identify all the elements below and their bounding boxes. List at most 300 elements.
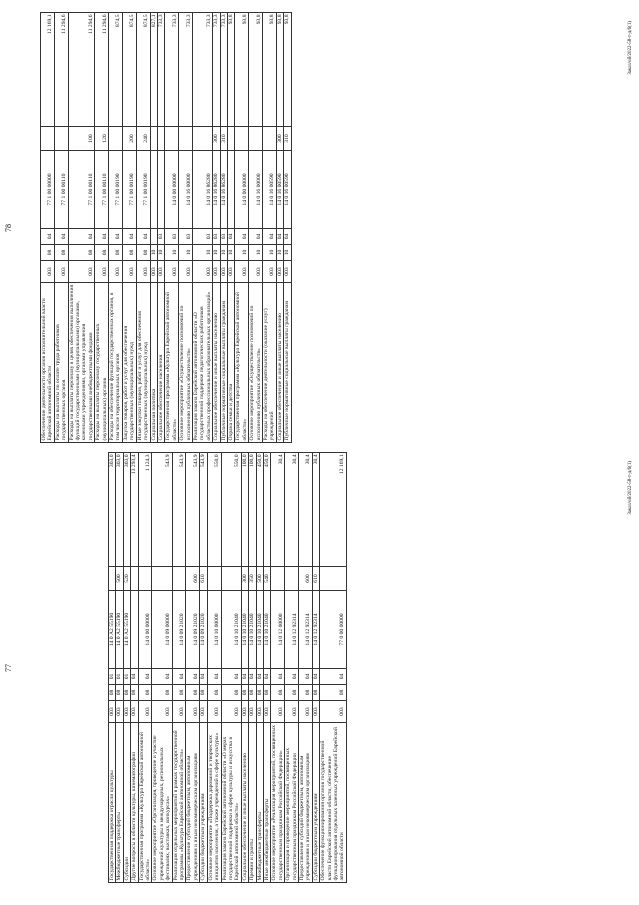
target-article: 77 1 00 00000: [41, 151, 55, 229]
target-article: 77 1 00 00190: [122, 151, 136, 229]
section-code: 08: [41, 245, 55, 261]
amount: 30,4: [298, 453, 312, 567]
table-row: [285, 453, 299, 883]
amount: 30,4: [312, 453, 319, 567]
amount: 733,3: [192, 13, 212, 127]
subsection-code: 04: [241, 669, 248, 685]
table-row: [320, 453, 347, 883]
section-code: 10: [276, 245, 283, 261]
admin-code: 003: [192, 261, 212, 283]
admin-code: 003: [256, 701, 263, 723]
target-article: 14 0 12 92314: [298, 591, 312, 669]
admin-code: 003: [312, 701, 319, 723]
subsection-code: 01: [109, 669, 116, 685]
section-code: 08: [263, 685, 270, 701]
expense-type: [109, 567, 116, 591]
section-code: 08: [131, 685, 138, 701]
table-row: [241, 453, 248, 883]
subsection-code: 04: [284, 229, 291, 245]
amount: 11 294,6: [95, 13, 109, 127]
table-row: [276, 13, 283, 443]
admin-code: 003: [41, 261, 55, 283]
section-code: 10: [213, 245, 220, 261]
table-row: [109, 453, 116, 883]
table-row: [312, 453, 319, 883]
target-article: 14 0 09 21020: [186, 591, 200, 669]
admin-code: 003: [150, 261, 157, 283]
row-name: Закупка товаров, работ и услуг для обеспечения государственных (муниципальных) нужд: [122, 283, 136, 443]
amount: 733,3: [213, 13, 220, 127]
subsection-code: 04: [152, 669, 172, 685]
row-name: Иные межбюджетные трансферты: [263, 723, 270, 883]
target-article: 14 0 10 21040: [256, 591, 263, 669]
admin-code: 003: [95, 261, 109, 283]
amount: 11 294,6: [54, 13, 68, 127]
page-number: 78: [4, 224, 13, 232]
table-row: [150, 13, 157, 443]
table-row: [179, 13, 193, 443]
section-code: 08: [200, 685, 207, 701]
target-article: 14 0 12 92314: [285, 591, 299, 669]
expense-type: [192, 127, 212, 151]
amount: 543,9: [200, 453, 207, 567]
target-article: 14 0 16 00000: [179, 151, 193, 229]
amount: 827,1: [150, 13, 157, 127]
amount: 874,5: [109, 13, 123, 127]
subsection-code: 04: [227, 229, 234, 245]
section-code: 08: [123, 685, 130, 701]
row-name: Обеспечение деятельности органов исполнительной власти Еврейской автономной области: [41, 283, 55, 443]
section-code: 10: [165, 245, 179, 261]
row-name: Социальное обеспечение населения: [157, 283, 164, 443]
section-code: 08: [298, 685, 312, 701]
expense-type: 500: [116, 567, 123, 591]
table-row: [221, 453, 241, 883]
subsection-code: 04: [131, 669, 138, 685]
table-row: [138, 453, 152, 883]
subsection-code: 04: [41, 229, 55, 245]
amount: 543,9: [152, 453, 172, 567]
subsection-code: 04: [200, 669, 207, 685]
subsection-code: 04: [271, 669, 285, 685]
amount: 303,0: [109, 453, 116, 567]
expense-type: [109, 127, 123, 151]
admin-code: 003: [221, 701, 241, 723]
section-code: 08: [122, 245, 136, 261]
table-row: [256, 453, 263, 883]
amount: 100,0: [249, 453, 256, 567]
footer-code: Заказ/ой/2022-58-т-д/6(1): [628, 461, 633, 515]
amount: 874,5: [136, 13, 150, 127]
section-code: 08: [320, 685, 347, 701]
subsection-code: 03: [157, 229, 164, 245]
expense-type: [150, 127, 157, 151]
expense-type: [157, 127, 164, 151]
expense-type: [54, 127, 68, 151]
admin-code: 003: [249, 261, 263, 283]
table-row: [249, 453, 256, 883]
section-code: 08: [241, 685, 248, 701]
section-code: 08: [116, 685, 123, 701]
table-row: [109, 13, 123, 443]
admin-code: 003: [186, 701, 200, 723]
row-name: Основное мероприятие «Организация, проведение и участие учреждений культуры в международных, региональных фестивалях, выставках, конкурсах»: [152, 723, 172, 883]
subsection-code: 04: [298, 669, 312, 685]
target-article: 14 0 00 00000: [138, 591, 152, 669]
amount: 733,3: [220, 13, 227, 127]
admin-code: 003: [241, 701, 248, 723]
section-code: 10: [227, 245, 234, 261]
footer-code: Заказ/ой/2022-58-т-д/6(1): [628, 21, 633, 75]
table-row: [271, 453, 285, 883]
admin-code: 003: [131, 701, 138, 723]
expense-type: [131, 567, 138, 591]
row-name: Расходы на выплаты персоналу государственных (муниципальных) органов: [95, 283, 109, 443]
admin-code: 003: [220, 261, 227, 283]
subsection-code: 03: [165, 229, 179, 245]
section-code: 08: [54, 245, 68, 261]
admin-code: 003: [263, 701, 270, 723]
target-article: [131, 591, 138, 669]
target-article: 14 0 16 86280: [192, 151, 212, 229]
section-code: 08: [285, 685, 299, 701]
row-name: Организация и проведение мероприятий, посвященных государственным праздникам Российской Федерации: [285, 723, 299, 883]
row-name: Расходы на выплаты по оплате труда работников государственных органов: [54, 283, 68, 443]
expense-type: 300: [241, 567, 248, 591]
section-code: 08: [109, 685, 116, 701]
row-name: Охрана семьи и детства: [227, 283, 234, 443]
admin-code: 003: [284, 261, 291, 283]
subsection-code: 04: [172, 669, 186, 685]
expense-type: [285, 567, 299, 591]
target-article: 77 1 00 00110: [54, 151, 68, 229]
row-name: Предоставление субсидий бюджетным, автономным учреждениям и иным некоммерческим организациям: [298, 723, 312, 883]
table-row: [227, 13, 234, 443]
amount: 93,8: [249, 13, 263, 127]
subsection-code: 04: [136, 229, 150, 245]
admin-code: 003: [285, 701, 299, 723]
subsection-code: 04: [221, 669, 241, 685]
target-article: 77 1 00 00110: [95, 151, 109, 229]
amount: 93,8: [284, 13, 291, 127]
admin-code: 003: [207, 701, 221, 723]
row-name: Реализация отдельных мероприятий в рамках государственной программы «Культура Еврейской автономной области»: [172, 723, 186, 883]
target-article: 14 0 А2 55190: [123, 591, 130, 669]
expense-type: [152, 567, 172, 591]
target-article: [150, 151, 157, 229]
table-row: [136, 13, 150, 443]
subsection-code: 04: [263, 669, 270, 685]
expense-type: [320, 567, 347, 591]
subsection-code: 04: [249, 669, 256, 685]
subsection-code: 04: [235, 229, 249, 245]
expense-type: [138, 567, 152, 591]
subsection-code: 04: [249, 229, 263, 245]
table-row: [263, 453, 270, 883]
row-name: Основное мероприятие «Осуществление полномочий по исполнению публичных обязательств»: [249, 283, 263, 443]
row-name: Государственная программа «Культура Еврейской автономной области»: [138, 723, 152, 883]
target-article: 14 0 10 21040: [241, 591, 248, 669]
subsection-code: 04: [54, 229, 68, 245]
table-row: [172, 453, 186, 883]
subsection-code: 03: [213, 229, 220, 245]
table-row: [54, 13, 68, 443]
row-name: Реализация закона Еврейской автономной области «О государственной поддержке педагогических работников областных профессиональных образовательных организаций»: [192, 283, 212, 443]
row-name: Основное мероприятие «Осуществление полномочий по исполнению публичных обязательств»: [179, 283, 193, 443]
expense-type: 310: [220, 127, 227, 151]
row-name: Субсидии бюджетным учреждениям: [200, 723, 207, 883]
table-row: [249, 13, 263, 443]
admin-code: 003: [152, 701, 172, 723]
row-name: Реализация закона Еврейской автономной области «О мерах государственной поддержки в сфере культуры и искусства в Еврейской автономной области»: [221, 723, 241, 883]
admin-code: 003: [122, 261, 136, 283]
admin-code: 003: [298, 701, 312, 723]
amount: 93,8: [263, 13, 277, 127]
admin-code: 003: [172, 701, 186, 723]
page-left: [0, 453, 639, 883]
amount: 733,3: [165, 13, 179, 127]
table-row: [95, 13, 109, 443]
table-row: [284, 13, 291, 443]
expense-type: 610: [200, 567, 207, 591]
target-article: 14 0 16 00000: [249, 151, 263, 229]
section-code: 08: [249, 685, 256, 701]
amount: 93,8: [276, 13, 283, 127]
target-article: 14 0 16 00590: [276, 151, 283, 229]
expense-type: 100: [68, 127, 95, 151]
section-code: 10: [263, 245, 277, 261]
amount: 93,8: [235, 13, 249, 127]
row-name: Субсидии бюджетным учреждениям: [312, 723, 319, 883]
admin-code: 003: [200, 701, 207, 723]
section-code: 10: [220, 245, 227, 261]
expense-type: [41, 127, 55, 151]
section-code: 08: [138, 685, 152, 701]
row-name: Публичные нормативные социальные выплаты гражданам: [220, 283, 227, 443]
page-right: [0, 13, 639, 443]
amount: 543,9: [186, 453, 200, 567]
subsection-code: 04: [207, 669, 221, 685]
subsection-code: 03: [192, 229, 212, 245]
target-article: 14 0 00 00000: [165, 151, 179, 229]
target-article: 14 0 16 00590: [284, 151, 291, 229]
page-number: 77: [4, 664, 13, 672]
section-code: 08: [95, 245, 109, 261]
table-row: [192, 13, 212, 443]
section-code: 08: [312, 685, 319, 701]
expense-type: [165, 127, 179, 151]
amount: 13 293,4: [131, 453, 138, 567]
subsection-code: 04: [320, 669, 347, 685]
subsection-code: 04: [276, 229, 283, 245]
row-name: Государственная поддержка отрасли культуры: [109, 723, 116, 883]
expense-type: 350: [249, 567, 256, 591]
admin-code: 003: [249, 701, 256, 723]
row-name: Межбюджетные трансферты: [116, 723, 123, 883]
section-code: 08: [109, 245, 123, 261]
section-code: 10: [150, 245, 157, 261]
row-name: Основное мероприятие «Реализация мероприятий, посвященных государственным праздникам Российской Федерации»: [271, 723, 285, 883]
expense-type: [227, 127, 234, 151]
row-name: Государственная программа «Культура Еврейской автономной области»: [235, 283, 249, 443]
target-article: 14 0 16 86280: [220, 151, 227, 229]
amount: 30,4: [285, 453, 299, 567]
admin-code: 003: [213, 261, 220, 283]
target-article: [157, 151, 164, 229]
amount: 450,0: [256, 453, 263, 567]
target-article: 14 0 10 00000: [207, 591, 221, 669]
expense-type: [221, 567, 241, 591]
admin-code: 003: [109, 701, 116, 723]
expense-type: 120: [95, 127, 109, 151]
subsection-code: 03: [220, 229, 227, 245]
row-name: Межбюджетные трансферты: [256, 723, 263, 883]
subsection-code: 04: [122, 229, 136, 245]
target-article: 77 1 00 00190: [109, 151, 123, 229]
expense-type: 500: [256, 567, 263, 591]
row-name: Расходы на обеспечение функций государственных органов, в том числе территориальных органов: [109, 283, 123, 443]
target-article: 14 0 10 21040: [263, 591, 270, 669]
admin-code: 003: [271, 701, 285, 723]
amount: 550,0: [221, 453, 241, 567]
target-article: 14 0 09 21020: [200, 591, 207, 669]
expense-type: 240: [136, 127, 150, 151]
row-name: Социальное обеспечение и иные выплаты населению: [241, 723, 248, 883]
target-article: 77 0 00 00000: [320, 591, 347, 669]
row-name: Иные закупки товаров, работ и услуг для обеспечения государственных (муниципальных) нужд: [136, 283, 150, 443]
expense-type: [179, 127, 193, 151]
section-code: 10: [235, 245, 249, 261]
table-row: [165, 13, 179, 443]
target-article: 14 0 09 00000: [152, 591, 172, 669]
table-row: [207, 453, 221, 883]
subsection-code: 04: [138, 669, 152, 685]
section-code: 08: [152, 685, 172, 701]
amount: 30,4: [271, 453, 285, 567]
amount: 450,0: [263, 453, 270, 567]
amount: 733,3: [157, 13, 164, 127]
subsection-code: 01: [116, 669, 123, 685]
amount: 733,3: [179, 13, 193, 127]
expense-type: 600: [298, 567, 312, 591]
subsection-code: 04: [186, 669, 200, 685]
expense-type: 200: [122, 127, 136, 151]
amount: 303,0: [116, 453, 123, 567]
target-article: 14 0 00 00000: [235, 151, 249, 229]
expense-type: 520: [123, 567, 130, 591]
table-row: [122, 13, 136, 443]
row-name: Основное мероприятие «Поддержка дарований и творческих инициатив населения, а также учреждений в сфере культуры»: [207, 723, 221, 883]
subsection-code: 04: [256, 669, 263, 685]
admin-code: 003: [109, 261, 123, 283]
row-name: Государственная программа «Культура Еврейской автономной области»: [165, 283, 179, 443]
expense-type: 600: [186, 567, 200, 591]
admin-code: 003: [157, 261, 164, 283]
expense-type: 310: [284, 127, 291, 151]
section-code: 10: [249, 245, 263, 261]
section-code: 08: [186, 685, 200, 701]
table-row: [298, 453, 312, 883]
amount: 12 169,1: [320, 453, 347, 567]
admin-code: 003: [276, 261, 283, 283]
section-code: 08: [172, 685, 186, 701]
amount: 93,8: [227, 13, 234, 127]
amount: 100,0: [241, 453, 248, 567]
expense-type: [263, 127, 277, 151]
budget-table-left: [108, 452, 347, 883]
admin-code: 003: [68, 261, 95, 283]
expense-type: [249, 127, 263, 151]
target-article: 14 0 16 86280: [213, 151, 220, 229]
target-article: 14 0 А2 55190: [109, 591, 116, 669]
subsection-code: 01: [123, 669, 130, 685]
row-name: Премии и гранты: [249, 723, 256, 883]
amount: 11 294,6: [68, 13, 95, 127]
target-article: 77 1 00 00190: [136, 151, 150, 229]
row-name: Субсидии: [123, 723, 130, 883]
expense-type: [172, 567, 186, 591]
target-article: 14 0 12 00000: [271, 591, 285, 669]
table-row: [68, 13, 95, 443]
table-row: [213, 13, 220, 443]
expense-type: [235, 127, 249, 151]
subsection-code: 04: [109, 229, 123, 245]
admin-code: 003: [227, 261, 234, 283]
table-row: [123, 453, 130, 883]
amount: 543,9: [172, 453, 186, 567]
target-article: 14 0 10 21040: [249, 591, 256, 669]
amount: 874,5: [122, 13, 136, 127]
expense-type: [207, 567, 221, 591]
section-code: 10: [179, 245, 193, 261]
admin-code: 003: [116, 701, 123, 723]
section-code: 08: [271, 685, 285, 701]
admin-code: 003: [179, 261, 193, 283]
table-row: [157, 13, 164, 443]
table-row: [41, 13, 55, 443]
section-code: 08: [68, 245, 95, 261]
table-row: [235, 13, 249, 443]
admin-code: 003: [235, 261, 249, 283]
subsection-code: 04: [68, 229, 95, 245]
section-code: 08: [136, 245, 150, 261]
expense-type: 540: [263, 567, 270, 591]
row-name: Социальное обеспечение и иные выплаты населению: [213, 283, 220, 443]
admin-code: 003: [263, 261, 277, 283]
row-name: Социальная политика: [150, 283, 157, 443]
row-name: Расходы на выплаты персоналу в целях обеспечения выполнения функций государственными (муниципальными) органами, казенными учреждениями, органами управления государственными внебюджетными фондами: [68, 283, 95, 443]
table-row: [131, 453, 138, 883]
expense-type: [271, 567, 285, 591]
admin-code: 003: [320, 701, 347, 723]
amount: 550,0: [207, 453, 221, 567]
subsection-code: 04: [312, 669, 319, 685]
admin-code: 003: [165, 261, 179, 283]
table-row: [220, 13, 227, 443]
row-name: Другие вопросы в области культуры, кинематографии: [131, 723, 138, 883]
row-name: Публичные нормативные социальные выплаты гражданам: [284, 283, 291, 443]
section-code: 08: [256, 685, 263, 701]
amount: 1 124,3: [138, 453, 152, 567]
expense-type: 300: [276, 127, 283, 151]
subsection-code: 04: [95, 229, 109, 245]
section-code: 10: [192, 245, 212, 261]
row-name: Расходы на обеспечение деятельности (оказание услуг) учреждений: [263, 283, 277, 443]
target-article: 14 0 16 00590: [263, 151, 277, 229]
target-article: 14 0 А2 55190: [116, 591, 123, 669]
section-code: 10: [284, 245, 291, 261]
row-name: Обеспечение функционирования органов государственной власти Еврейской автономной области, обеспечение функционирования отдельных казенных учреждений Еврейской автономной области: [320, 723, 347, 883]
